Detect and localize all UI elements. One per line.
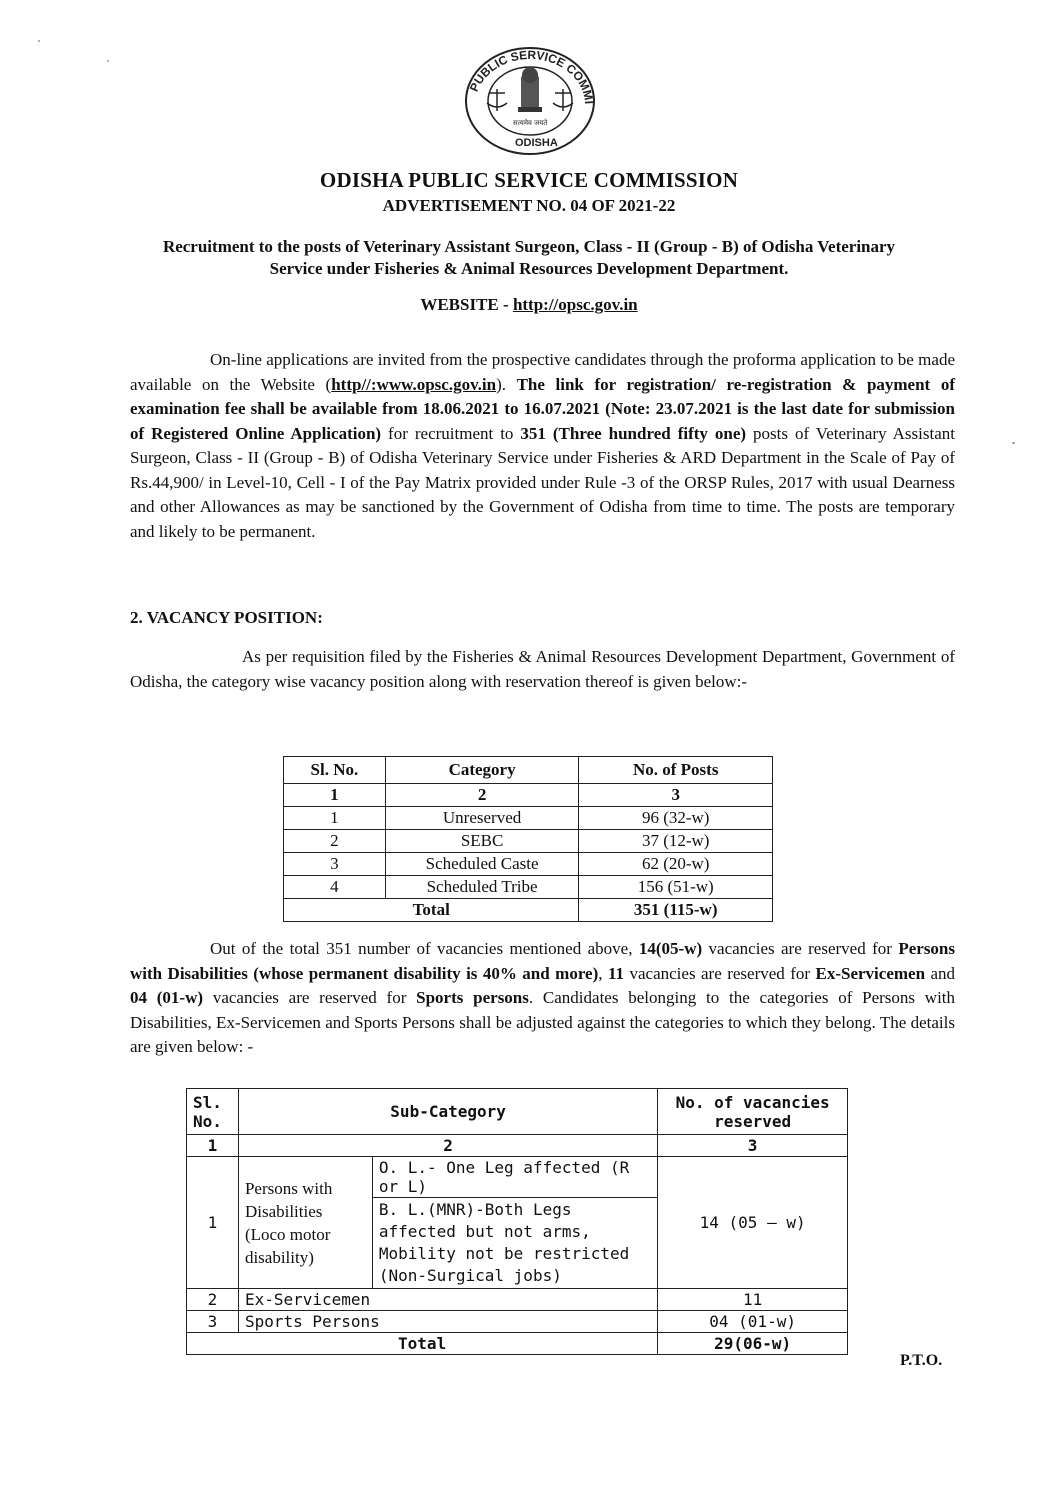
reservation-paragraph: [130, 937, 955, 1060]
organization-title: ODISHA PUBLIC SERVICE COMMISSION: [319, 168, 739, 192]
scan-speck: [38, 40, 40, 42]
table-cell: 1: [284, 807, 386, 830]
header-sl-no: Sl. No.: [284, 757, 386, 784]
table-cell: 62 (20-w): [579, 853, 773, 876]
table-cell: 04 (01-w): [658, 1311, 848, 1333]
table-row: [284, 853, 773, 876]
table-cell: 3: [284, 853, 386, 876]
vacancy-table: [283, 756, 773, 922]
res-text: vacancies are reserved for: [624, 963, 816, 983]
res-bold: 14(05-w): [638, 939, 703, 958]
table-numbering-row: [284, 784, 773, 807]
website-link-inline[interactable]: http//:www.opsc.gov.in: [331, 374, 497, 394]
website-line: [0, 295, 1058, 315]
table-cell: 2: [385, 784, 579, 807]
res-bold: 04 (01-w): [130, 988, 204, 1007]
table-cell: 3: [187, 1311, 239, 1333]
table-cell: 1: [284, 784, 386, 807]
res-bold: Sports persons: [416, 988, 529, 1007]
res-text: . Candidates belonging to the categories of Persons with Disabilities, Ex-Servicemen and Sports Persons shall be adjusted against the categories to which they belong. The details are given below: -: [130, 988, 956, 1056]
intro-text-3: ).: [496, 374, 517, 394]
table-row: [284, 807, 773, 830]
table-cell: Ex-Servicemen: [238, 1289, 657, 1311]
website-link[interactable]: http://opsc.gov.in: [512, 295, 638, 314]
table-cell: 1: [187, 1135, 239, 1157]
table-row: [187, 1311, 848, 1333]
table-cell: 11: [658, 1289, 848, 1311]
res-bold: 11: [607, 963, 625, 983]
header-vacancies: No. of vacancies reserved: [658, 1089, 848, 1135]
header-posts: No. of Posts: [579, 757, 773, 784]
header-sl-no: Sl. No.: [187, 1089, 239, 1135]
table-row: [284, 830, 773, 853]
opsc-seal-logo: [463, 45, 597, 157]
table-cell: Unreserved: [385, 807, 579, 830]
scan-speck: [1012, 442, 1015, 444]
table-cell: Sports Persons: [238, 1311, 657, 1333]
table-total-row: [284, 899, 773, 922]
svg-text:सत्यमेव जयते: सत्यमेव जयते: [513, 119, 548, 127]
table-cell: 1: [187, 1157, 239, 1289]
res-text: vacancies are reserved for: [702, 939, 899, 958]
res-bold: Ex-Servicemen: [815, 963, 926, 983]
table-row: [187, 1157, 848, 1198]
vacancy-paragraph: [130, 645, 955, 694]
intro-text-7: posts of Veterinary Assistant Surgeon, Class - II (Group - B) of Odisha Veterinary Service under Fisheries & ARD Department in the Scale of Pay of Rs.44,900/ in Level-10, Cell - I of the Pay Matrix provided under Rule -3 of the ORSP Rules, 2017 with usual Dearness and other Allowances as may be sanctioned by the Government of Odisha from time to time. The posts are temporary and likely to be permanent.: [130, 423, 955, 541]
total-label: Total: [284, 899, 579, 922]
table-cell: 2: [238, 1135, 657, 1157]
table-cell: Scheduled Tribe: [385, 876, 579, 899]
table-cell: B. L.(MNR)-Both Legs affected but not arms, Mobility not be restricted (Non-Surgical jobs): [372, 1198, 657, 1289]
intro-paragraph: [130, 348, 955, 544]
table-cell: Persons with Disabilities (Loco motor disability): [238, 1157, 372, 1289]
total-label: Total: [187, 1333, 658, 1355]
table-cell: 37 (12-w): [579, 830, 773, 853]
recruitment-heading: Recruitment to the posts of Veterinary Assistant Surgeon, Class - II (Group - B) of Odisha Veterinary Service under Fisheries & Animal Resources Development Department.: [162, 237, 896, 278]
header-category: Category: [385, 757, 579, 784]
res-text: ,: [598, 963, 608, 983]
table-cell: 3: [579, 784, 773, 807]
intro-text-5: for recruitment to: [381, 423, 521, 443]
page-turn-over: P.T.O.: [900, 1352, 943, 1369]
table-cell: 2: [284, 830, 386, 853]
table-cell: 14 (05 – w): [658, 1157, 848, 1289]
section-heading-vacancy: 2. VACANCY POSITION:: [130, 608, 323, 627]
table-cell: 96 (32-w): [579, 807, 773, 830]
table-cell: 4: [284, 876, 386, 899]
advertisement-number: ADVERTISEMENT NO. 04 OF 2021-22: [382, 196, 676, 215]
scan-speck: [107, 60, 109, 62]
total-value: 29(06-w): [658, 1333, 848, 1355]
table-cell: Scheduled Caste: [385, 853, 579, 876]
table-cell: 2: [187, 1289, 239, 1311]
table-cell: O. L.- One Leg affected (R or L): [372, 1157, 657, 1198]
intro-text-1: On-line applications are invited from the prospective candidates through the proforma application to be made available on the Website (: [130, 350, 955, 394]
table-row: [187, 1289, 848, 1311]
res-text: Out of the total 351 number of vacancies mentioned above,: [210, 939, 639, 958]
header-subcategory: Sub-Category: [238, 1089, 657, 1135]
table-cell: 3: [658, 1135, 848, 1157]
table-cell: 156 (51-w): [579, 876, 773, 899]
total-value: 351 (115-w): [579, 899, 773, 922]
website-label: WEBSITE -: [420, 295, 513, 314]
vacancy-text: As per requisition filed by the Fisheries & Animal Resources Development Department, Government of Odisha, the category wise vacancy position along with reservation thereof is given below:-: [130, 647, 955, 691]
res-text: vacancies are reserved for: [203, 988, 417, 1007]
table-header-row: [187, 1089, 848, 1135]
table-header-row: [284, 757, 773, 784]
table-row: [284, 876, 773, 899]
table-total-row: [187, 1333, 848, 1355]
table-numbering-row: [187, 1135, 848, 1157]
svg-text:ODISHA: ODISHA: [515, 137, 558, 149]
registration-dates-note: The link for registration/ re-registration & payment of examination fee shall be available from 18.06.2021 to 16.07.2021 (Note: 23.07.2021 is the last date for submission of Registered Online Application): [130, 374, 955, 443]
subcategory-table: [186, 1088, 848, 1355]
table-cell: SEBC: [385, 830, 579, 853]
res-bold: Persons with Disabilities (whose permanent disability is 40% and more): [130, 939, 956, 983]
svg-text:PUBLIC SERVICE COMMISSION: PUBLIC SERVICE COMMI: [466, 47, 597, 105]
res-text: and: [925, 963, 956, 983]
total-posts-text: 351 (Three hundred fifty one): [520, 423, 747, 443]
